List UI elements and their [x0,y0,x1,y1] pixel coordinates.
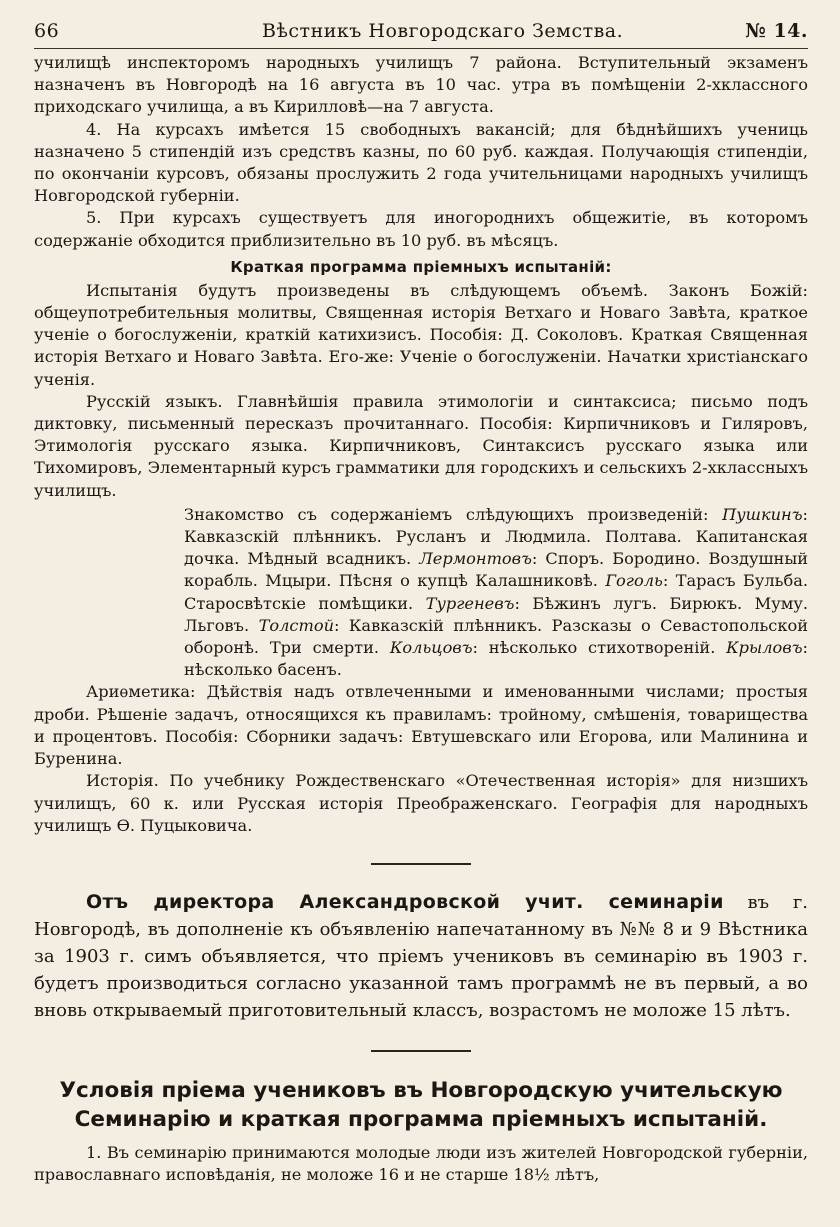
author-lermontov: Лермонтовъ [419,549,532,569]
paragraph-dormitory: 5. При курсахъ существуетъ для иногороднихъ общежитіе, въ которомъ содержаніе обходится приблизительно въ 10 руб. въ мѣсяцъ. [34,208,808,250]
paragraph-religion: Испытанія будутъ произведены въ слѣдующемъ объемѣ. Законъ Божій: общеупотребительныя молитвы, Священная исторія Ветхаго и Новаго Завѣта, краткое ученіе о богослуженіи, краткій катихизисъ. Пособія: Д. Соколовъ. Краткая Священная исторія Ветхаго и Новаго Завѣта. Его-же: Ученіе о богослуженіи. Начатки христіанскаго ученія. [34,280,808,389]
author-pushkin: Пушкинъ [722,504,803,524]
paragraph-history: Исторія. По учебнику Рождественскаго «Отечественная исторія» для низшихъ училищъ, 60 к. или Русская исторія Преображенскаго. Географія для народныхъ училищъ Ѳ. Пуцыковича. [34,771,808,835]
author-koltsov: Кольцовъ [389,638,473,658]
works-turgenev: : Бѣжинъ лугъ. Бирюкъ. Муму. Льговъ. [184,593,808,635]
paragraph-literature [184,504,808,682]
paragraph-arithmetic: Ариѳметика: Дѣйствія надъ отвлеченными и именованными числами; простыя дроби. Рѣшеніе задачъ, относящихся къ правиламъ: тройному, смѣшенія, товарищества и процентовъ. Пособія: Сборники задачъ: Евтушевскаго или Егорова, или Малинина и Буренина. [34,682,808,769]
running-header [34,18,808,52]
paragraph-admission: 1. Въ семинарію принимаются молодые люди изъ жителей Новгородской губерніи, православнаго исповѣданія, не моложе 16 и не старше 18½ лѣтъ, [34,1142,808,1185]
paragraph-exam: училищѣ инспекторомъ народныхъ училищъ 7 района. Вступительный экзаменъ назначенъ въ Новгородѣ на 16 августа въ 10 час. утра въ помѣщеніи 2-хклассного приходскаго училища, а въ Кирилловѣ—на 7 августа. [34,53,808,117]
section-divider-2 [371,1050,471,1052]
works-tolstoy: : Кавказскій плѣнникъ. Разсказы о Севастопольской оборонѣ. Три смерти. [184,615,808,658]
director-notice [34,889,808,1024]
author-turgenev: Тургеневъ [425,593,515,613]
author-gogol: Гоголь [605,571,663,591]
works-koltsov: : нѣсколько стихотвореній. [472,638,716,658]
literature-intro: Знакомство съ содержаніемъ слѣдующихъ произведеній: [184,504,709,524]
issue-number: № 14. [745,20,808,42]
header-rule [34,48,808,49]
paragraph-vacancies: 4. На курсахъ имѣется 15 свободныхъ вакансій; для бѣднѣйшихъ учениць назначено 5 стипендій изъ средствъ казны, по 60 руб. каждая. Получающія стипендіи, по окончаніи курсовъ, обязаны прослужить 2 года учительницами народныхъ училищъ Новгородской губерніи. [34,119,808,206]
section-divider [371,863,471,865]
works-gogol: : Тарасъ Бульба. Старосвѣтскіе помѣщики. [184,571,808,613]
author-tolstoy: Толстой [258,615,334,635]
section-title: Условія пріема учениковъ въ Новгородскую учительскую Семинарію и краткая программа пріемныхъ испытаній. [59,1077,783,1132]
works-lermontov: : Споръ. Бородино. Воздушный корабль. Мцыри. Пѣсня о купцѣ Калашниковѣ. [184,549,808,591]
page-number: 66 [34,20,60,42]
paragraph-russian: Русскій языкъ. Главнѣйшія правила этимологіи и синтаксиса; письмо подъ диктовку, письменный пересказъ прочитаннаго. Пособія: Кирпичниковъ и Гиляровъ, Этимологія русскаго языка. Кирпичниковъ, Синтаксисъ русскаго языка или Тихомировъ, Элементарный курсъ грамматики для городскихъ и сельскихъ 2-хклассныхъ училищъ. [34,391,808,500]
works-krylov: : нѣсколько басенъ. [184,638,808,680]
works-pushkin: : Кавказскій плѣнникъ. Русланъ и Людмила. Полтава. Капитанская дочка. Мѣдный всадникъ. [184,504,808,569]
notice-body: въ г. Новгородѣ, въ дополненіе къ объявленію напечатанному въ №№ 8 и 9 Вѣстника за 1903 г. симъ объявляется, что пріемъ учениковъ въ семинарію въ 1903 г. будетъ производиться согласно указанной тамъ программѣ не въ первый, а во вновь открываемый приготовительный классъ, возрастомъ не моложе 15 лѣтъ. [34,891,808,1021]
program-heading: Краткая программа пріемныхъ испытаній: [230,257,612,276]
notice-lead: Отъ директора Александровской учит. семинаріи [86,890,724,913]
author-krylov: Крыловъ [726,638,803,658]
journal-title: Вѣстникъ Новгородскаго Земства. [262,20,624,42]
